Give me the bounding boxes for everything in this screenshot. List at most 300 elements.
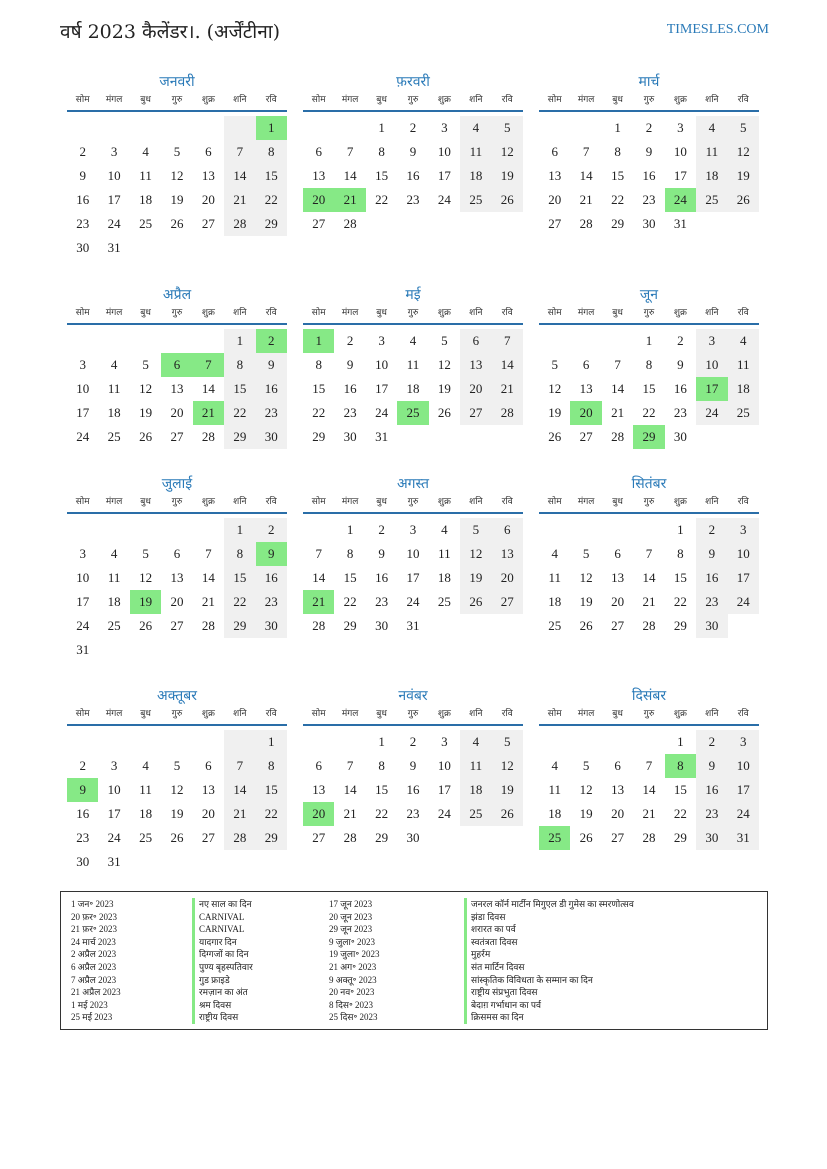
day-grid <box>539 329 759 449</box>
day: 3 <box>378 333 385 348</box>
day: 17 <box>673 168 687 183</box>
day: 10 <box>76 381 90 396</box>
empty-cell <box>193 116 224 140</box>
day: 16 <box>673 381 687 396</box>
day: 6 <box>582 357 590 372</box>
day: 2 <box>79 758 86 773</box>
day: 20 <box>460 377 491 401</box>
day: 25 <box>139 830 153 845</box>
day: 18 <box>460 778 491 802</box>
weekday-label: शुक्र <box>201 95 215 105</box>
weekday-label: रवि <box>265 709 277 719</box>
weekday-label: सोम <box>75 95 90 105</box>
day: 18 <box>696 164 727 188</box>
day: 8 <box>378 758 385 773</box>
holiday-day: 19 <box>130 590 161 614</box>
day: 10 <box>375 357 389 372</box>
weekday-label: बुध <box>376 497 387 507</box>
day: 28 <box>343 830 357 845</box>
day: 13 <box>312 782 326 797</box>
day: 16 <box>256 377 287 401</box>
day: 3 <box>79 357 86 372</box>
day: 13 <box>492 542 523 566</box>
day: 17 <box>728 778 759 802</box>
day: 30 <box>406 830 420 845</box>
day: 1 <box>224 518 255 542</box>
weekday-label: सोम <box>547 709 562 719</box>
page-title: वर्ष 2023 कैलेंडर।. (अर्जेंटीना) <box>60 21 281 43</box>
day: 11 <box>438 546 451 561</box>
day: 28 <box>343 216 357 231</box>
day: 7 <box>645 758 653 773</box>
day: 11 <box>460 754 491 778</box>
day: 12 <box>492 754 523 778</box>
empty-cell <box>98 116 129 140</box>
day: 12 <box>579 570 593 585</box>
day: 28 <box>611 429 625 444</box>
legend-item: सांस्कृतिक विविधता के सम्मान का दिन <box>471 974 593 985</box>
legend-item: 20 नव॰ 2023 <box>329 987 375 998</box>
day: 5 <box>460 518 491 542</box>
empty-cell <box>539 116 570 140</box>
day: 2 <box>677 333 684 348</box>
legend-item: 29 जून 2023 <box>329 924 373 935</box>
day: 21 <box>492 377 523 401</box>
weekday-label: सोम <box>547 308 562 318</box>
day: 1 <box>378 120 385 135</box>
day: 20 <box>611 806 625 821</box>
weekday-label: गुरु <box>171 709 183 719</box>
day: 4 <box>142 144 149 159</box>
month-name: जनवरी <box>159 74 195 90</box>
legend-dates-1 <box>71 898 121 1024</box>
day: 3 <box>696 329 727 353</box>
weekday-label: सोम <box>311 308 326 318</box>
empty-cell <box>334 116 365 140</box>
day: 6 <box>614 546 621 561</box>
weekday-label: रवि <box>501 308 513 318</box>
day: 9 <box>409 758 417 773</box>
legend-item: CARNIVAL <box>199 911 245 922</box>
weekday-label: शुक्र <box>673 95 687 105</box>
day: 26 <box>139 429 153 444</box>
weekday-label: गुरु <box>171 308 183 318</box>
day: 15 <box>343 570 357 585</box>
weekday-label: बुध <box>376 95 387 105</box>
day-grid <box>539 116 759 236</box>
weekday-label: बुध <box>612 95 623 105</box>
day: 4 <box>409 333 417 348</box>
holiday-day: 24 <box>665 188 696 212</box>
day: 13 <box>460 353 491 377</box>
day: 28 <box>201 429 215 444</box>
month-4 <box>67 285 287 449</box>
day: 27 <box>579 429 593 444</box>
day: 8 <box>224 542 255 566</box>
day: 8 <box>614 144 621 159</box>
day: 19 <box>460 566 491 590</box>
day: 8 <box>315 357 322 372</box>
legend-item: 1 जन॰ 2023 <box>71 899 114 909</box>
empty-cell <box>570 518 601 542</box>
weekday-label: शनि <box>469 709 483 719</box>
legend-item: 6 अप्रैल 2023 <box>71 961 117 972</box>
day: 5 <box>492 116 523 140</box>
day: 27 <box>548 216 562 231</box>
empty-cell <box>570 116 601 140</box>
weekday-label: शुक्र <box>201 709 215 719</box>
weekday-label: शुक्र <box>437 308 451 318</box>
weekday-label: बुध <box>612 709 623 719</box>
month-name: अप्रैल <box>162 287 192 303</box>
day: 24 <box>728 590 759 614</box>
legend-item: 7 अप्रैल 2023 <box>71 974 117 985</box>
day: 14 <box>343 782 357 797</box>
weekday-label: सोम <box>75 709 90 719</box>
day: 22 <box>611 192 625 207</box>
day: 24 <box>696 401 727 425</box>
empty-cell <box>193 329 224 353</box>
day: 9 <box>409 144 417 159</box>
day: 16 <box>256 566 287 590</box>
day: 14 <box>343 168 357 183</box>
month-name: सितंबर <box>631 476 667 492</box>
day-grid <box>539 730 759 850</box>
site-link[interactable]: TIMESLES.COM <box>666 22 769 37</box>
day: 3 <box>110 144 118 159</box>
month-11 <box>303 686 523 850</box>
day: 12 <box>139 381 153 396</box>
day: 1 <box>645 333 653 348</box>
day: 19 <box>492 778 523 802</box>
day: 12 <box>728 140 759 164</box>
day: 27 <box>201 216 215 231</box>
day: 21 <box>642 594 656 609</box>
empty-cell <box>98 730 129 754</box>
day: 27 <box>492 590 523 614</box>
day: 11 <box>460 140 491 164</box>
day: 16 <box>406 168 420 183</box>
day: 3 <box>441 120 448 135</box>
day: 3 <box>79 546 86 561</box>
day-grid <box>303 518 523 638</box>
weekday-label: बुध <box>140 95 151 105</box>
empty-cell <box>98 518 129 542</box>
day: 15 <box>375 168 389 183</box>
day: 11 <box>728 353 759 377</box>
legend-item: CARNIVAL <box>199 924 245 935</box>
day: 9 <box>346 357 354 372</box>
day: 1 <box>346 522 354 537</box>
holiday-day: 6 <box>161 353 192 377</box>
day: 3 <box>110 758 118 773</box>
empty-cell <box>161 329 192 353</box>
weekday-header <box>67 92 287 112</box>
day: 5 <box>582 546 590 561</box>
weekday-label: मंगल <box>341 308 359 318</box>
legend-item: बेदाग़ गर्भाधान का पर्व <box>471 999 542 1010</box>
weekday-label: मंगल <box>577 709 595 719</box>
empty-cell <box>67 518 98 542</box>
day: 27 <box>170 618 184 633</box>
legend-item: शरारत का पर्व <box>471 924 516 935</box>
legend-item: मुहर्रम <box>471 949 491 960</box>
day: 23 <box>696 802 727 826</box>
empty-cell <box>334 730 365 754</box>
day: 20 <box>611 594 625 609</box>
day: 26 <box>170 830 184 845</box>
weekday-label: गुरु <box>643 95 655 105</box>
empty-cell <box>161 116 192 140</box>
legend-item: 19 जुला॰ 2023 <box>329 949 380 960</box>
day: 22 <box>256 188 287 212</box>
day: 4 <box>696 116 727 140</box>
holiday-day: 21 <box>334 188 365 212</box>
weekday-header <box>67 494 287 514</box>
holiday-day: 8 <box>665 754 696 778</box>
day: 18 <box>437 570 451 585</box>
weekday-label: शुक्र <box>673 308 687 318</box>
day: 1 <box>677 522 684 537</box>
day: 7 <box>205 546 212 561</box>
day: 29 <box>673 618 687 633</box>
day: 9 <box>645 144 653 159</box>
weekday-label: मंगल <box>341 709 359 719</box>
day: 23 <box>673 405 687 420</box>
day: 5 <box>173 758 181 773</box>
day: 20 <box>201 192 215 207</box>
day: 21 <box>224 802 255 826</box>
month-name: दिसंबर <box>631 688 667 704</box>
legend-item: पुण्य बृहस्पतिवार <box>199 961 253 972</box>
day: 18 <box>107 405 121 420</box>
day: 7 <box>645 546 653 561</box>
weekday-label: शुक्र <box>201 308 215 318</box>
weekday-label: बुध <box>612 308 623 318</box>
holiday-day: 17 <box>696 377 727 401</box>
day: 15 <box>256 164 287 188</box>
day: 11 <box>107 570 121 585</box>
day-grid <box>303 730 523 850</box>
day: 14 <box>492 353 523 377</box>
day: 16 <box>696 566 727 590</box>
day: 18 <box>460 164 491 188</box>
day: 7 <box>346 144 354 159</box>
month-name: अक्तूबर <box>157 688 197 704</box>
day: 21 <box>611 405 625 420</box>
weekday-label: शुक्र <box>673 497 687 507</box>
legend-item: 25 दिस॰ 2023 <box>329 1012 378 1023</box>
empty-cell <box>633 730 664 754</box>
weekday-label: रवि <box>265 308 277 318</box>
day: 2 <box>409 120 417 135</box>
day: 21 <box>642 806 656 821</box>
day: 4 <box>551 546 558 561</box>
day: 22 <box>375 806 389 821</box>
day: 1 <box>677 734 684 749</box>
day: 30 <box>76 854 90 869</box>
day: 10 <box>728 542 759 566</box>
day: 4 <box>728 329 759 353</box>
day: 3 <box>409 522 417 537</box>
day: 25 <box>460 802 491 826</box>
empty-cell <box>193 730 224 754</box>
weekday-label: गुरु <box>407 497 419 507</box>
day: 26 <box>492 802 523 826</box>
day: 18 <box>728 377 759 401</box>
holiday-day: 9 <box>67 778 98 802</box>
day: 21 <box>224 188 255 212</box>
weekday-label: शनि <box>705 95 719 105</box>
day: 14 <box>611 381 625 396</box>
day: 2 <box>256 518 287 542</box>
month-name: नवंबर <box>398 688 428 704</box>
day: 24 <box>437 192 451 207</box>
day: 15 <box>611 168 625 183</box>
day: 25 <box>548 618 562 633</box>
day: 7 <box>582 144 590 159</box>
day: 2 <box>378 522 385 537</box>
weekday-label: रवि <box>737 95 749 105</box>
day: 18 <box>107 594 121 609</box>
empty-cell <box>303 116 334 140</box>
day: 14 <box>642 782 656 797</box>
day: 19 <box>579 594 593 609</box>
legend-item: 20 फ़र॰ 2023 <box>71 911 117 922</box>
day: 20 <box>170 405 184 420</box>
empty-cell <box>602 518 633 542</box>
day-grid <box>67 730 287 874</box>
day-grid <box>67 518 287 662</box>
day: 29 <box>224 425 255 449</box>
empty-cell <box>539 730 570 754</box>
weekday-label: गुरु <box>643 709 655 719</box>
day: 12 <box>460 542 491 566</box>
holiday-day: 21 <box>193 401 224 425</box>
legend-item: 25 मई 2023 <box>71 1012 113 1023</box>
legend-item: 24 मार्च 2023 <box>71 936 116 947</box>
weekday-label: गुरु <box>643 497 655 507</box>
day: 22 <box>673 806 687 821</box>
day: 25 <box>139 216 153 231</box>
day: 18 <box>548 806 562 821</box>
weekday-label: सोम <box>75 308 90 318</box>
day: 31 <box>375 429 389 444</box>
day: 22 <box>224 401 255 425</box>
day: 19 <box>437 381 451 396</box>
weekday-label: रवि <box>501 709 513 719</box>
day: 29 <box>673 830 687 845</box>
day: 26 <box>139 618 153 633</box>
empty-cell <box>303 730 334 754</box>
weekday-label: रवि <box>501 497 513 507</box>
day: 13 <box>201 168 215 183</box>
weekday-label: सोम <box>547 95 562 105</box>
day: 5 <box>492 730 523 754</box>
day: 25 <box>460 188 491 212</box>
weekday-label: मंगल <box>105 308 123 318</box>
day: 13 <box>611 782 625 797</box>
day: 29 <box>224 614 255 638</box>
day: 27 <box>201 830 215 845</box>
day: 11 <box>548 782 561 797</box>
day: 27 <box>312 216 326 231</box>
weekday-label: बुध <box>376 308 387 318</box>
day: 22 <box>642 405 656 420</box>
weekday-label: गुरु <box>171 95 183 105</box>
day: 16 <box>642 168 656 183</box>
day: 15 <box>673 782 687 797</box>
day: 23 <box>256 590 287 614</box>
day: 5 <box>142 546 149 561</box>
day: 23 <box>375 594 389 609</box>
day: 16 <box>76 806 90 821</box>
day: 11 <box>139 168 152 183</box>
day: 29 <box>256 826 287 850</box>
day: 18 <box>139 192 153 207</box>
weekday-label: मंगल <box>577 95 595 105</box>
day: 23 <box>76 830 90 845</box>
empty-cell <box>570 730 601 754</box>
day: 24 <box>406 594 420 609</box>
day: 31 <box>406 618 420 633</box>
weekday-label: रवि <box>737 709 749 719</box>
day: 19 <box>492 164 523 188</box>
day: 17 <box>406 570 420 585</box>
day: 6 <box>614 758 621 773</box>
holiday-day: 20 <box>303 802 334 826</box>
day: 28 <box>224 826 255 850</box>
holiday-day: 20 <box>570 401 601 425</box>
day: 20 <box>492 566 523 590</box>
day: 2 <box>645 120 653 135</box>
day: 16 <box>406 782 420 797</box>
legend-item: 17 जून 2023 <box>329 899 373 909</box>
day: 4 <box>551 758 558 773</box>
day: 12 <box>437 357 451 372</box>
empty-cell <box>130 518 161 542</box>
day: 10 <box>437 758 451 773</box>
legend-item: 9 अक्तू॰ 2023 <box>329 974 377 985</box>
day: 12 <box>139 570 153 585</box>
day: 14 <box>642 570 656 585</box>
empty-cell <box>224 116 255 140</box>
day: 8 <box>677 546 684 561</box>
day-grid <box>303 329 523 449</box>
day: 20 <box>201 806 215 821</box>
day: 4 <box>110 357 118 372</box>
day: 17 <box>375 381 389 396</box>
day: 19 <box>170 806 184 821</box>
day: 24 <box>375 405 389 420</box>
day: 13 <box>170 381 184 396</box>
day: 6 <box>205 144 212 159</box>
day: 14 <box>312 570 326 585</box>
day: 25 <box>696 188 727 212</box>
day: 29 <box>375 830 389 845</box>
day: 20 <box>548 192 562 207</box>
day: 15 <box>312 381 326 396</box>
holiday-day: 1 <box>303 329 334 353</box>
day: 9 <box>256 353 287 377</box>
day: 22 <box>375 192 389 207</box>
day: 16 <box>375 570 389 585</box>
weekday-label: शनि <box>469 95 483 105</box>
day: 5 <box>551 357 558 372</box>
day: 5 <box>173 144 181 159</box>
weekday-label: शुक्र <box>437 709 451 719</box>
day: 12 <box>170 782 184 797</box>
